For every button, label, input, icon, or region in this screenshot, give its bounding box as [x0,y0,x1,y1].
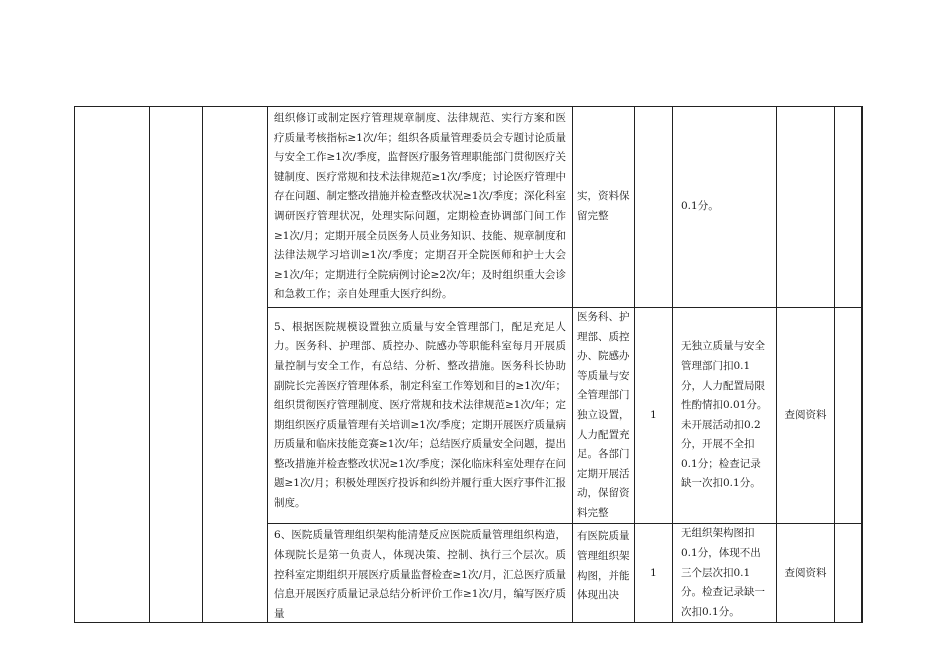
subcategory-cell [150,107,203,623]
score-value: 1 [635,307,673,524]
table-row [75,107,863,308]
remark-cell [862,307,863,524]
score-value: 1 [635,524,673,623]
deduction-text: 无独立质量与安全管理部门扣0.1分，人力配置局限性酌情扣0.01分。未开展活动扣0.2分，开展不全扣0.1分；检查记录缺一次扣0.1分。 [673,307,777,524]
requirement-text: 组织修订或制定医疗管理规章制度、法律规范、实行方案和医疗质量考核指标≥1次/年；组织各质量管理委员会专题讨论质量与安全工作≥1次/季度，监督医疗服务管理职能部门贯彻医疗关键制度、医疗常规和技术法律规范≥1次/季度；讨论医疗管理中存在问题、制定整改措施并检查整改状况≥1次/季度；深化科室调研医疗管理状况，处理实际问题，定期检查协调部门间工作≥1次/月；定期开展全员医务人员业务知识、技能、规章制度和法律法规学习培训≥1次/季度；定期召开全院医师和护士大会≥1次/年；定期进行全院病例讨论≥2次/年；及时组织重大会诊和急救工作；亲自处理重大医疗纠纷。 [268,107,573,308]
item-cell [203,107,268,623]
result-cell [835,524,862,623]
requirement-text: 5、根据医院规模设置独立质量与安全管理部门，配足充足人力。医务科、护理部、质控办、院感办等职能科室每月开展质量控制与安全工作，有总结、分析、整改措施。医务科长协助副院长完善医疗管理体系，制定科室工作筹划和目的≥1次/年；组织贯彻医疗管理制度、医疗常规和技术法律规范≥1次/年；定期组织医疗质量管理有关培训≥1次/季度；定期开展医疗质量病历质量和临床技能竞赛≥1次/年；总结医疗质量安全问题，提出整改措施并检查整改状况≥1次/季度；深化临床科室处理存在问题≥1次/月；积极处理医疗投诉和纠纷并履行重大医疗事件汇报制度。 [268,307,573,524]
method-text: 查阅资料 [777,307,835,524]
basis-text: 有医院质量管理组织架构图，并能体现出决 [577,530,630,602]
remark-cell [862,107,863,308]
requirement-text: 6、医院质量管理组织架构能清楚反应医院质量管理组织构造，体现院长是第一负责人，体现决策、控制、执行三个层次。质控科室定期组织开展医疗质量监督检查≥1次/月，汇总医疗质量信息开展医疗质量记录总结分析评价工作≥1次/月，编写医疗质量 [274,529,567,620]
score-value [635,107,673,308]
method-text [777,107,835,308]
basis-cell [573,524,635,623]
inspection-table [74,106,863,623]
result-cell [835,307,862,524]
category-cell [75,107,150,623]
remark-cell [862,524,863,623]
requirement-cell [268,524,573,623]
deduction-text: 0.1分。 [673,107,777,308]
result-cell [835,107,862,308]
basis-text: 医务科、护理部、质控办、院感办等质量与安全管理部门独立设置，人力配置充足。各部门定期开展活动，保留资料完整 [573,307,635,524]
deduction-text: 无组织架构图扣0.1分，体现不出三个层次扣0.1分。检查记录缺一次扣0.1分。 [673,524,777,623]
method-text: 查阅资料 [777,524,835,623]
basis-text: 实，资料保留完整 [573,107,635,308]
